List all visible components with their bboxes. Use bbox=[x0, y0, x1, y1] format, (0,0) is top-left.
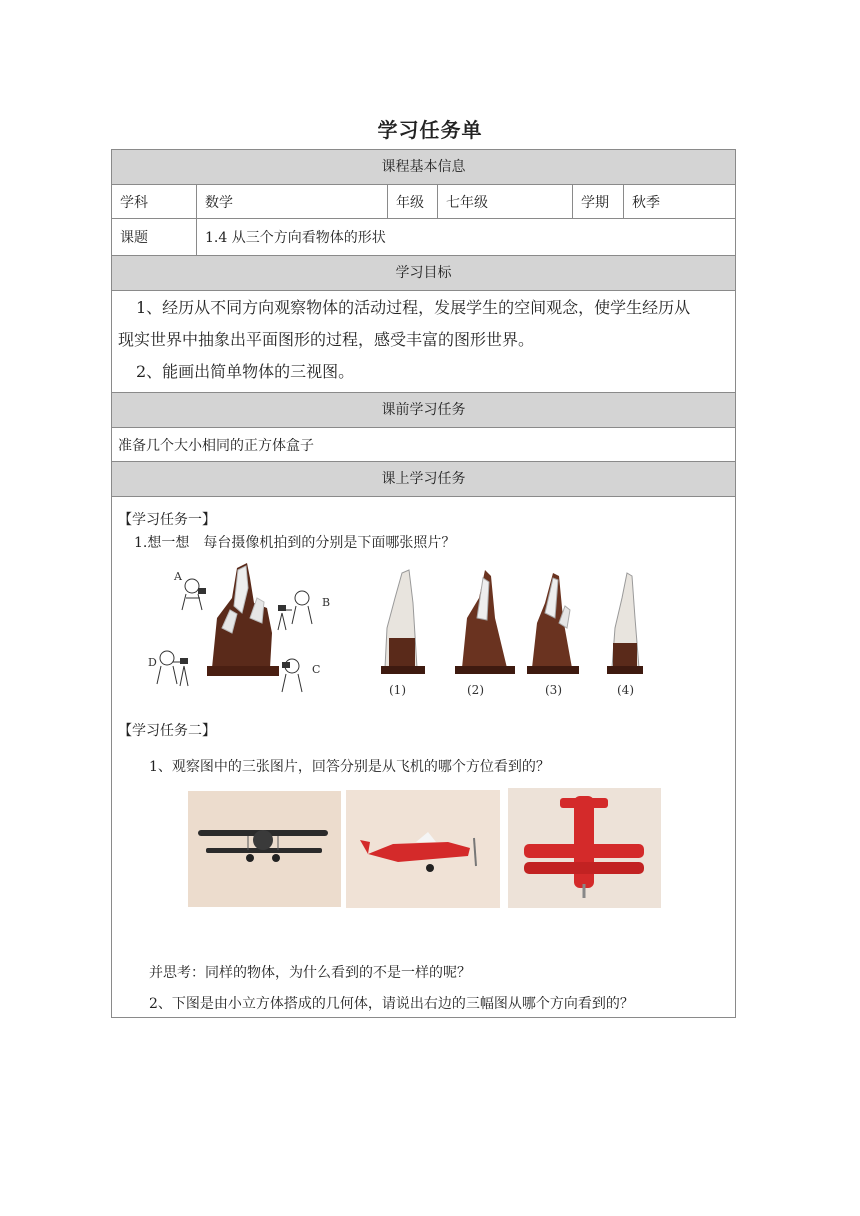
grade-value: 七年级 bbox=[438, 185, 573, 218]
task2-question-2: 2、下图是由小立方体搭成的几何体，请说出右边的三幅图从哪个方向看到的？ bbox=[149, 996, 634, 1012]
pre-task-body bbox=[112, 428, 735, 462]
goals-body bbox=[112, 291, 735, 393]
section-class-tasks bbox=[112, 462, 735, 497]
photo-4 bbox=[607, 573, 643, 674]
goal-line-3: 2、能画出简单物体的三视图。 bbox=[136, 362, 355, 381]
camera-d bbox=[157, 651, 188, 686]
topic-label: 课题 bbox=[112, 219, 197, 255]
subject-label: 学科 bbox=[112, 185, 197, 218]
topic-value: 1.4 从三个方向看物体的形状 bbox=[205, 230, 386, 246]
sculpture-illustration bbox=[207, 563, 279, 676]
photo-label-1: (1) bbox=[389, 683, 406, 697]
task-sheet-table bbox=[111, 149, 736, 1018]
task1-heading: 【学习任务一】 bbox=[118, 512, 216, 528]
section-class-tasks-label: 课上学习任务 bbox=[381, 471, 466, 487]
section-goals bbox=[112, 256, 735, 291]
camera-c bbox=[282, 659, 302, 692]
section-basic-info-label: 课程基本信息 bbox=[381, 159, 466, 175]
section-pre-tasks-label: 课前学习任务 bbox=[381, 402, 466, 418]
page-title: 学习任务单 bbox=[377, 118, 483, 142]
photo-1 bbox=[381, 570, 425, 674]
camera-label-d: D bbox=[148, 656, 157, 669]
pre-task-text: 准备几个大小相同的正方体盒子 bbox=[118, 437, 314, 454]
photo-label-4: (4) bbox=[617, 683, 634, 697]
section-basic-info bbox=[112, 150, 735, 185]
photo-label-3: (3) bbox=[545, 683, 562, 697]
task2-heading: 【学习任务二】 bbox=[118, 723, 216, 739]
camera-label-b: B bbox=[322, 596, 331, 609]
goal-line-1: 1、经历从不同方向观察物体的活动过程，发展学生的空间观念，使学生经历从 bbox=[136, 298, 691, 317]
subject-value: 数学 bbox=[197, 185, 388, 218]
photo-3 bbox=[527, 573, 579, 674]
plane-front-view bbox=[188, 791, 341, 907]
info-row-topic bbox=[112, 219, 735, 256]
camera-label-a: A bbox=[174, 570, 182, 583]
term-value: 秋季 bbox=[632, 194, 660, 211]
camera-label-c: C bbox=[312, 663, 321, 676]
section-pre-tasks bbox=[112, 393, 735, 428]
camera-b bbox=[278, 591, 312, 630]
task1-question: 1.想一想 每台摄像机拍到的分别是下面哪张照片？ bbox=[134, 535, 456, 551]
camera-a bbox=[182, 579, 206, 610]
task2-think: 并思考：同样的物体，为什么看到的不是一样的呢？ bbox=[149, 965, 471, 981]
airplane-photos-figure bbox=[188, 788, 661, 910]
info-row-subject bbox=[112, 185, 735, 219]
photo-2 bbox=[455, 570, 515, 674]
photo-label-2: (2) bbox=[467, 683, 484, 697]
sculpture-photos-figure bbox=[367, 558, 667, 700]
goal-line-2: 现实世界中抽象出平面图形的过程，感受丰富的图形世界。 bbox=[118, 330, 535, 349]
term-label: 学期 bbox=[573, 185, 624, 218]
camera-scene-figure bbox=[142, 558, 342, 698]
grade-label: 年级 bbox=[388, 185, 438, 218]
section-goals-label: 学习目标 bbox=[395, 265, 452, 281]
plane-side-view bbox=[346, 790, 500, 908]
plane-top-view bbox=[508, 788, 661, 908]
task2-question-1: 1、观察图中的三张图片，回答分别是从飞机的哪个方位看到的？ bbox=[149, 759, 550, 775]
